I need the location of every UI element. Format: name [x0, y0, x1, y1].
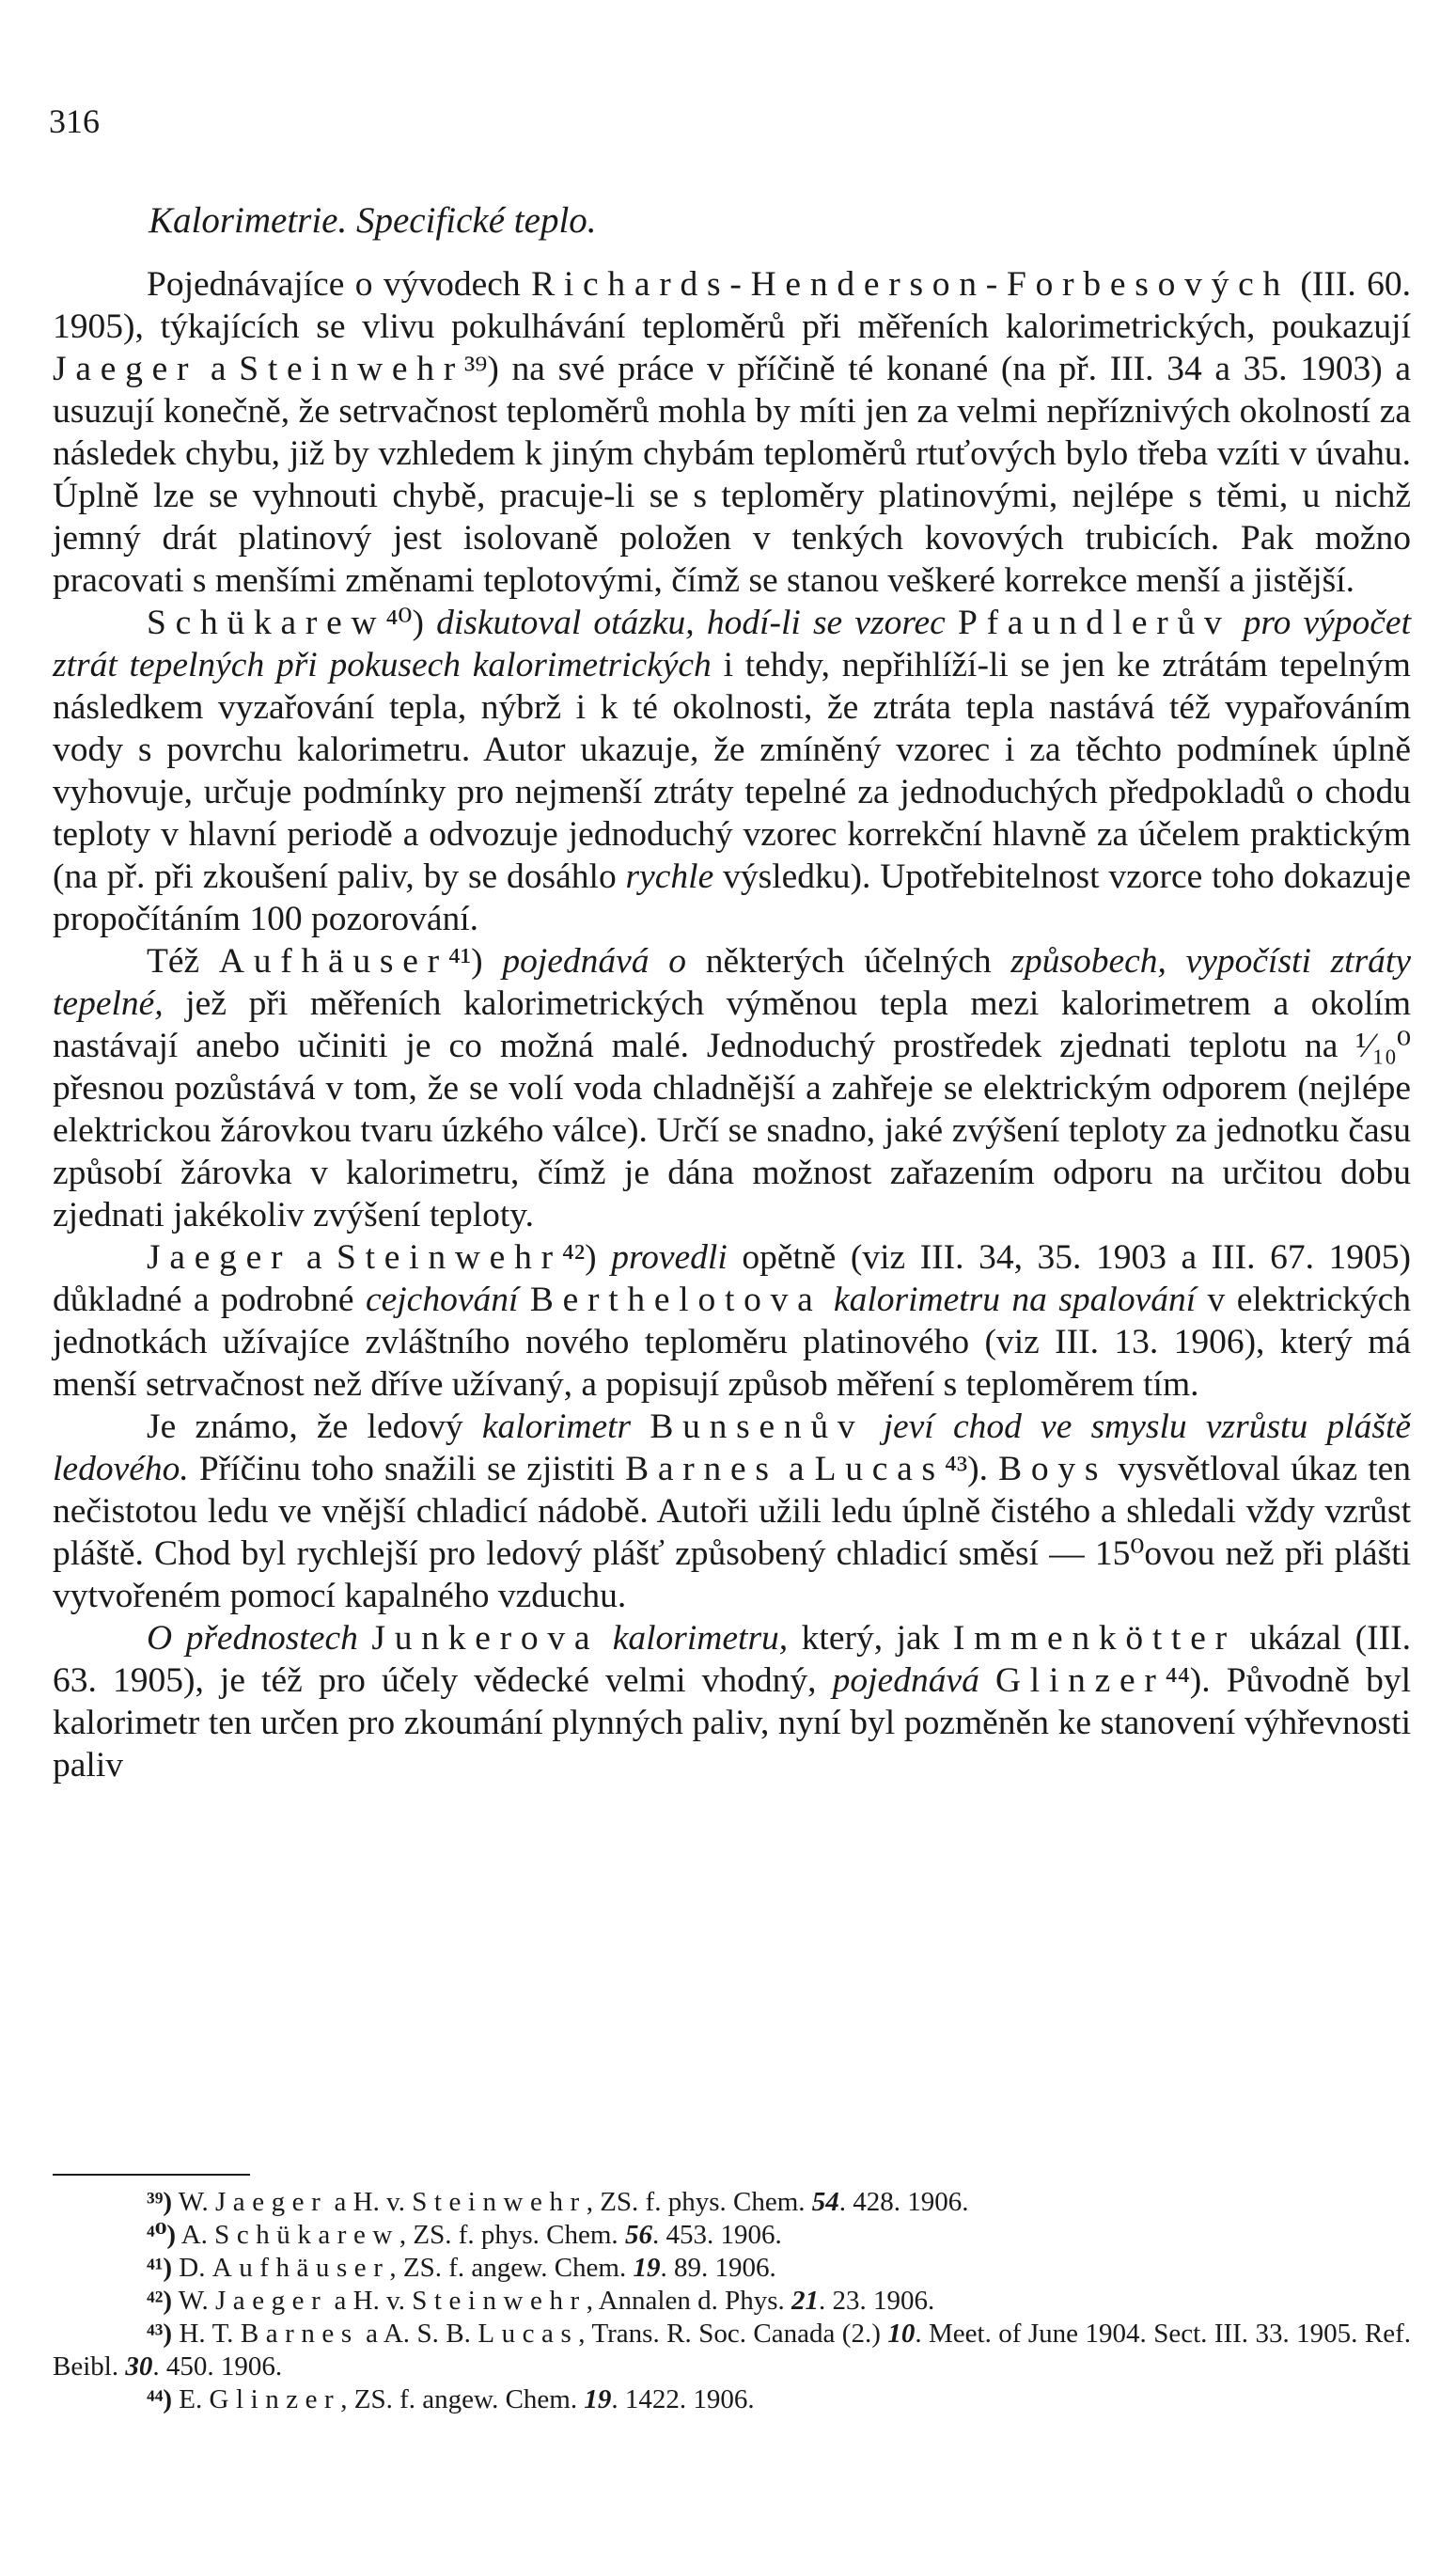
text-run: cejchování — [365, 1281, 519, 1319]
text-run: opětně (viz III. 34, 35. 1903 a III. 67. 1905) důkladné a podrobné — [53, 1238, 1411, 1319]
text-run: E. — [172, 2384, 210, 2414]
text-run: ⁴⁰) — [385, 604, 424, 642]
text-run: . — [978, 1450, 999, 1488]
text-run: W. — [172, 2187, 215, 2217]
text-run: který, jak — [788, 1619, 953, 1658]
text-run: . 23. 1906. — [819, 2286, 935, 2316]
paragraph — [53, 1617, 1411, 1786]
text-run: kalorimetru, — [599, 1619, 789, 1658]
author-name: Lucas — [814, 1450, 945, 1488]
text-run: ⁴⁴) — [1165, 1661, 1202, 1700]
author-name: Steinwehr — [412, 2286, 587, 2316]
text-run: jeví chod ve smyslu vzrůstu pláště ledového. — [53, 1407, 1412, 1488]
text-run: a — [291, 1238, 337, 1277]
text-run: Též — [147, 942, 219, 981]
paragraph — [53, 1406, 1411, 1617]
text-run: ³⁹) — [464, 350, 499, 388]
text-run: . 1422. 1906. — [611, 2384, 755, 2414]
footnotes — [53, 2186, 1411, 2416]
text-run — [518, 1281, 529, 1319]
text-run: a H. v. — [327, 2286, 413, 2316]
text-run: výsledku). Upotřebitelnost vzorce toho dokazuje propočítáním 100 pozorování. — [53, 857, 1411, 938]
page-number: 316 — [49, 102, 100, 140]
text-run: některých účelných — [686, 942, 1011, 981]
text-run: 56 — [624, 2220, 652, 2250]
text-run: kalorimetru na spalování — [822, 1281, 1197, 1319]
text-run: , ZS. f. phys. Chem. — [586, 2187, 812, 2217]
footnote — [53, 2383, 1411, 2416]
text-run: provedli — [596, 1238, 728, 1277]
text-run: . 428. 1906. — [838, 2187, 969, 2217]
author-name: Steinwehr — [337, 1238, 562, 1277]
paragraph — [53, 602, 1411, 940]
author-name: Schükarew — [214, 2220, 399, 2250]
author-name: Lucas — [478, 2319, 579, 2349]
text-run: pro výpočet ztrát tepelných při pokusech kalorimetrických — [53, 604, 1411, 684]
text-run: rychle — [625, 857, 714, 896]
text-run: 30 — [125, 2351, 153, 2382]
text-run: . Meet. of June 1904. Sect. III. 33. 1905. Ref. Beibl. — [53, 2319, 1411, 2382]
text-run: diskutoval otázku, hodí-li se vzorec — [423, 604, 958, 642]
text-run: . 450. 1906. — [152, 2351, 283, 2382]
text-run: v elektrických jednotkách užívajíce zvláštního nového teploměru platinového (viz III. 13. 1906), který má menší setrvačnost než dříve užívaný, a popisují způsob měření s teploměrem tím. — [53, 1281, 1412, 1404]
author-name: Jaeger — [214, 2286, 328, 2316]
text-run: W. — [172, 2286, 215, 2316]
footnote — [53, 2219, 1411, 2252]
text-run: na své práce v příčině té konané (na př. III. 34 a 35. 1903) a usuzují konečně, že setrvačnost teploměrů mohla by míti jen za velmi nepříznivých okolností za následek chybu, již by vzhledem k jiným chybám teploměrů rtuťových bylo třeba vzíti v úvahu. Úplně lze se vyhnouti chybě, pracuje-li se s teploměry platinovými, nejlépe s těmi, u nichž jemný drát platinový jest isolovaně položen v tenkých kovových trubicích. Pak možno pracovati s menšími změnami teplotovými, čímž se stanou veškeré korrekce menší a jistější. — [53, 350, 1411, 600]
text-run: kalorimetr — [481, 1407, 632, 1446]
footnote — [53, 2186, 1411, 2219]
author-name: Immenkötter — [952, 1619, 1236, 1658]
text-run: způsobech, vypočísti ztráty tepelné, — [53, 942, 1411, 1023]
text-run: 19 — [584, 2384, 612, 2414]
author-name: Barnes — [240, 2319, 359, 2349]
paragraph — [53, 263, 1411, 602]
text-run: a A. S. B. — [358, 2319, 478, 2349]
text-run: a — [197, 350, 240, 388]
footnote — [53, 2252, 1411, 2285]
text-run: pojednává — [832, 1661, 979, 1700]
footnote-marker: ⁴⁰) — [147, 2220, 177, 2250]
text-run: , Annalen d. Phys. — [586, 2286, 791, 2316]
footnote — [53, 2318, 1411, 2383]
footnote-marker: ⁴²) — [147, 2286, 173, 2316]
text-run: . 453. 1906. — [651, 2220, 782, 2250]
section-heading: Kalorimetrie. Specifické teplo. — [149, 200, 597, 241]
author-name: Bunsenův — [650, 1407, 865, 1446]
text-run: Je známo, že ledový — [147, 1407, 482, 1446]
author-name: Boys — [998, 1450, 1108, 1488]
author-name: Jaeger — [53, 350, 198, 388]
text-run: D. — [172, 2253, 212, 2283]
author-name: Steinwehr — [412, 2187, 587, 2217]
text-run: a — [777, 1450, 815, 1488]
author-name: Aufhäuser — [211, 2253, 390, 2283]
text-run: vysvětloval úkaz ten nečistotou ledu ve vnější chladicí nádobě. Autoři užili ledu úplně čistého a shledali vždy vzrůst pláště. Chod byl rychlejší pro ledový plášť způsobený chladicí směsí — 15⁰ovou než při plášti vytvořeném pomocí kapalného vzduchu. — [53, 1450, 1411, 1615]
text-run: . Původně byl kalorimetr ten určen pro zkoumání plynných paliv, nyní byl pozměněn ke stanovení výhřevnosti paliv — [53, 1661, 1412, 1785]
author-name: Schükarew — [147, 604, 386, 642]
text-run — [358, 1619, 372, 1658]
paragraph — [53, 940, 1411, 1236]
paragraph — [53, 1236, 1411, 1406]
text-run: jež při měřeních kalorimetrických výměnou tepla mezi kalorimetrem a okolím nastávají anebo učiniti je co možná malé. Jednoduchý prostředek zjednati teplotu na ¹⁄₁₀⁰ přesnou pozůstává v tom, že se volí voda chladnější a zahřeje se elektrickým odporem (nejlépe elektrickou žárovkou tvaru úzkého válce). Určí se snadno, jaké zvýšení teploty za jednotku času způsobí žárovka v kalorimetru, čímž je dána možnost zařazením odporu na určitou dobu zjednati jakékoliv zvýšení teploty. — [53, 984, 1411, 1234]
author-name: Junkerova — [371, 1619, 600, 1658]
text-run: , ZS. f. angew. Chem. — [340, 2384, 585, 2414]
text-run: (III. 60. 1905), týkajících se vlivu pokulhávání teploměrů při měřeních kalorimetrických, poukazují — [53, 265, 1412, 346]
author-name: Jaeger — [147, 1238, 292, 1277]
text-run: ⁴²) — [561, 1238, 597, 1277]
author-name: Aufhäuser — [218, 942, 448, 981]
author-name: Richards-Henderson-Forbesových — [531, 265, 1291, 304]
footnote-divider — [53, 2174, 250, 2176]
text-run: . 89. 1906. — [660, 2253, 776, 2283]
text-run: , Trans. R. Soc. Canada (2.) — [578, 2319, 888, 2349]
body-text — [53, 263, 1411, 1786]
text-run: , ZS. f. phys. Chem. — [399, 2220, 625, 2250]
text-run: 19 — [633, 2253, 661, 2283]
text-run: , ZS. f. angew. Chem. — [389, 2253, 634, 2283]
author-name: Glinzer — [994, 1661, 1166, 1700]
author-name: Pfaundlerův — [957, 604, 1231, 642]
text-run: 10 — [887, 2319, 916, 2349]
text-run: ⁴¹) — [447, 942, 483, 981]
text-run: i tehdy, nepřihlíží-li se jen ke ztrátám tepelným následkem vyzařování tepla, nýbrž i k té okolnosti, že ztráta tepla nastává též vypařováním vody s povrchu kalorimetru. Autor ukazuje, že zmíněný vzorec i za těchto podmínek úplně vyhovuje, určuje podmínky pro nejmenší ztráty tepelné za jednoduchých předpokladů o chodu teploty v hlavní periodě a odvozuje jednoduchý vzorec korrekční hlavně za účelem praktickým (na př. při zkoušení paliv, by se dosáhlo — [53, 646, 1411, 896]
text-run: 21 — [791, 2286, 819, 2316]
author-name: Jaeger — [214, 2187, 328, 2217]
footnote-marker: ⁴¹) — [147, 2253, 173, 2283]
text-run: 54 — [811, 2187, 839, 2217]
text-run: H. T. — [172, 2319, 241, 2349]
author-name: Barnes — [625, 1450, 778, 1488]
footnote — [53, 2285, 1411, 2318]
text-run: A. — [176, 2220, 215, 2250]
text-run: Příčinu toho snažili se zjistiti — [188, 1450, 626, 1488]
footnote-marker: ⁴⁴) — [147, 2384, 173, 2414]
text-run: a H. v. — [327, 2187, 413, 2217]
footnote-marker: ⁴³) — [147, 2319, 173, 2349]
text-run: ⁴³) — [944, 1450, 979, 1488]
author-name: Glinzer — [209, 2384, 341, 2414]
text-run — [979, 1661, 995, 1700]
text-run — [631, 1407, 650, 1446]
text-run: pojednává o — [482, 942, 687, 981]
text-run: Pojednávajíce o vývodech — [147, 265, 532, 304]
text-run: O přednostech — [147, 1619, 358, 1658]
author-name: Berthelotova — [529, 1281, 822, 1319]
text-run: ukázal (III. 63. 1905), je též pro účely vědecké velmi vhodný, — [53, 1619, 1411, 1700]
author-name: Steinwehr — [239, 350, 465, 388]
footnote-marker: ³⁹) — [147, 2187, 173, 2217]
